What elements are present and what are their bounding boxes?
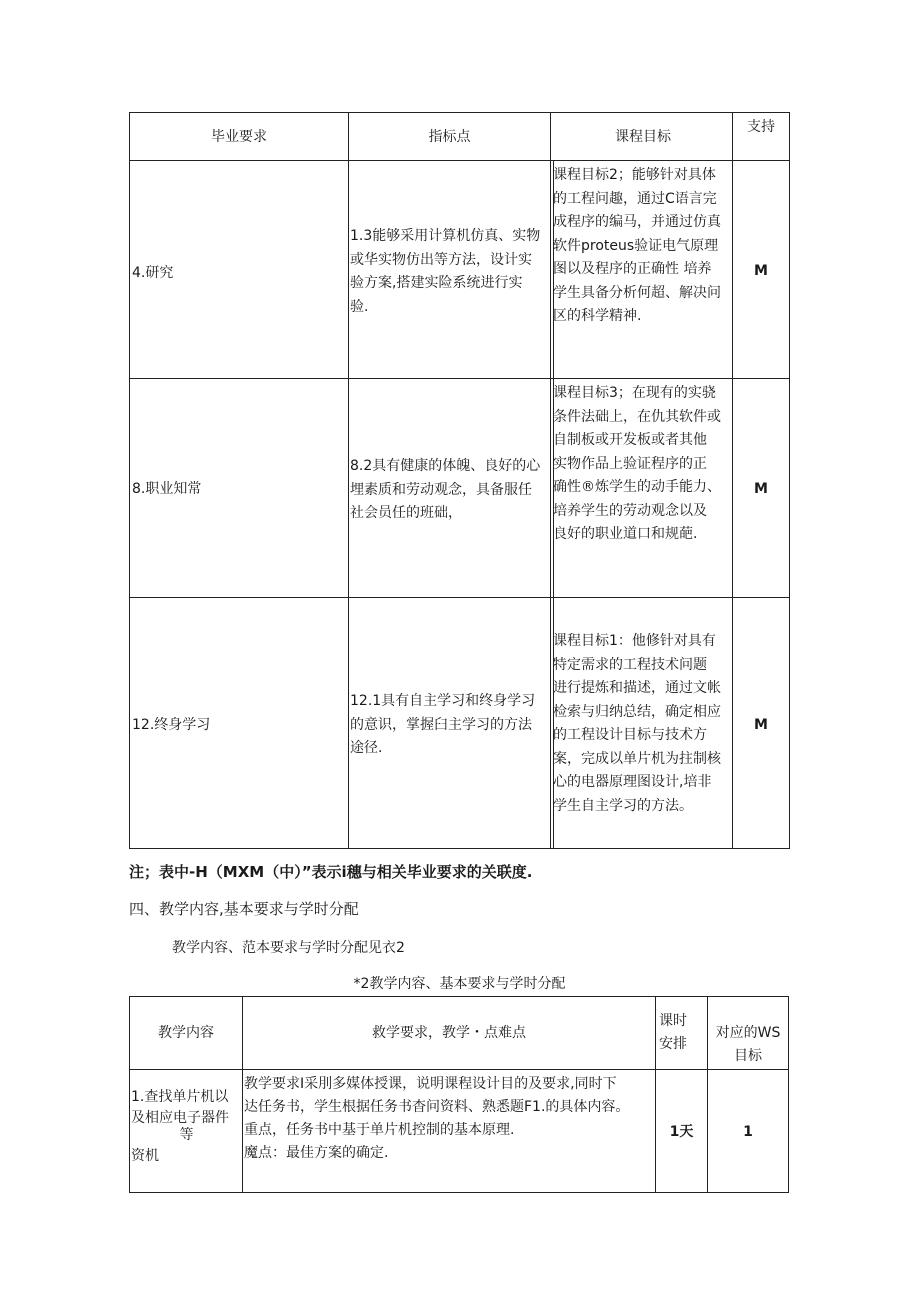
text-line: 软件proteus验证电气原理 xyxy=(553,237,719,254)
text-line: 区的科学精神. xyxy=(553,308,642,324)
t2-row1-content xyxy=(131,1086,242,1168)
text-line: 1.查找单片机以 xyxy=(131,1089,229,1105)
text-line: 资机 xyxy=(131,1148,159,1164)
t2-header-goal xyxy=(708,1022,788,1068)
text-line: 安排 xyxy=(659,1036,687,1052)
text-line: 教学要求I采刖多媒体授课，说明课程设计目的及要求,同时下 xyxy=(244,1076,617,1092)
text-line: 目标 xyxy=(734,1048,762,1064)
row1-goal xyxy=(553,164,721,329)
header-support: 支持 xyxy=(747,119,775,135)
text-line: 等 xyxy=(179,1127,194,1143)
text-line: 的意识，掌握臼主学习的方法 xyxy=(350,716,532,733)
text-line: 课程目标1：他修针对具有 xyxy=(553,633,716,649)
row2-indicator xyxy=(350,455,540,526)
text-line: 心的电器原理图设计,培非 xyxy=(553,774,712,790)
row3-requirement: 12.终身学习 xyxy=(132,717,211,733)
row1-indicator xyxy=(350,225,540,319)
text-line: 课程目标2；能够针对具体 xyxy=(553,167,716,183)
t2-row1-hours: 1天 xyxy=(669,1124,694,1140)
header-graduation-requirement: 毕业要求 xyxy=(211,129,267,145)
row3-support: M xyxy=(754,717,768,733)
text-line: 课程目标3；在现有的实骁 xyxy=(553,385,716,401)
text-line: 特定需求的工程技术问题 xyxy=(553,656,707,673)
row1-requirement: 4.研究 xyxy=(132,265,174,281)
t2-row1-goal: 1 xyxy=(743,1124,753,1140)
text-line: 成程序的编马，并通过仿真 xyxy=(553,214,721,230)
row2-support: M xyxy=(754,481,768,497)
text-line: 案，完成以单片机为拄制核 xyxy=(553,750,721,767)
table2-caption: *2教学内容、基本要求与学时分配 xyxy=(353,976,566,992)
text-line: 良好的职业道口和规葩. xyxy=(553,526,698,542)
section-heading: 四、教学内容,基本要求与学时分配 xyxy=(129,900,359,918)
text-line: 的工程问趣，通过C语言完 xyxy=(553,190,717,207)
text-line: 1.3能够采用计算机仿真、实物 xyxy=(350,228,541,244)
header-course-goal: 课程目标 xyxy=(615,129,671,145)
row3-goal xyxy=(553,630,721,818)
text-line: 社会员任的班础， xyxy=(350,505,462,521)
text-line: 对应的WS xyxy=(715,1025,781,1041)
row2-requirement: 8.职业知常 xyxy=(132,481,202,497)
row2-goal xyxy=(553,382,721,547)
t2-header-requirements: 救学要求，教学・点难点 xyxy=(372,1025,526,1041)
row3-indicator xyxy=(350,690,535,761)
text-line: 图以及程序的正确性 培养 xyxy=(553,261,712,277)
text-line: 及相应电子器件 xyxy=(131,1110,229,1126)
text-line: 埋素质和劳动观念，具备服任 xyxy=(350,481,532,498)
text-line: 进行提炼和描述，通过文帐 xyxy=(553,680,721,696)
text-line: 重点，任务书中基于单片机控制的基本原理. xyxy=(244,1122,515,1138)
text-line: 检索与归纳总结，确定相应 xyxy=(553,703,721,720)
text-line: 验方案,搭建实险系统进行实 xyxy=(350,275,523,291)
text-line: 确性®炼学生的动手能力、 xyxy=(553,479,721,495)
t2-row1-requirements xyxy=(244,1073,629,1165)
header-indicator: 指标点 xyxy=(428,129,471,145)
text-line: 或华实物仿出等方法，设计实 xyxy=(350,251,532,268)
text-line: 达任务书，学生根据任务书杳问资料、熟悉题F1.的具体内容。 xyxy=(244,1099,630,1115)
text-line: 培养学生的劳动观念以及 xyxy=(553,502,707,519)
text-line: 学生自主学习的方法。 xyxy=(553,797,693,814)
table-note: 注；表中-H（MXM（中）”表示i穗与相关毕业要求的关联度. xyxy=(129,863,533,881)
text-line: 课时 xyxy=(659,1013,687,1029)
text-line: 8.2具有健康的体魄、良好的心 xyxy=(350,458,541,474)
text-line: 验. xyxy=(350,298,369,315)
text-line: 魔点：最佳方案的确定. xyxy=(244,1145,389,1161)
t2-header-content: 教学内容 xyxy=(158,1025,214,1041)
text-line: 条件法础上，在仇其软件或 xyxy=(553,408,721,425)
text-line: 12.1具有自主学习和终身学习 xyxy=(350,693,536,709)
text-line: 学生具备分析何超、解决问 xyxy=(553,284,721,301)
row1-support: M xyxy=(754,263,768,279)
text-line: 途径. xyxy=(350,740,383,756)
t2-header-hours xyxy=(656,1010,690,1056)
section-intro: 教学内容、范本要求与学时分配见衣2 xyxy=(172,940,405,956)
text-line: 的工程设计目标与技术方 xyxy=(553,727,707,743)
text-line: 自制板或开发板或者其他 xyxy=(553,432,707,448)
text-line: 实物作品上验证程序的正 xyxy=(553,455,707,472)
